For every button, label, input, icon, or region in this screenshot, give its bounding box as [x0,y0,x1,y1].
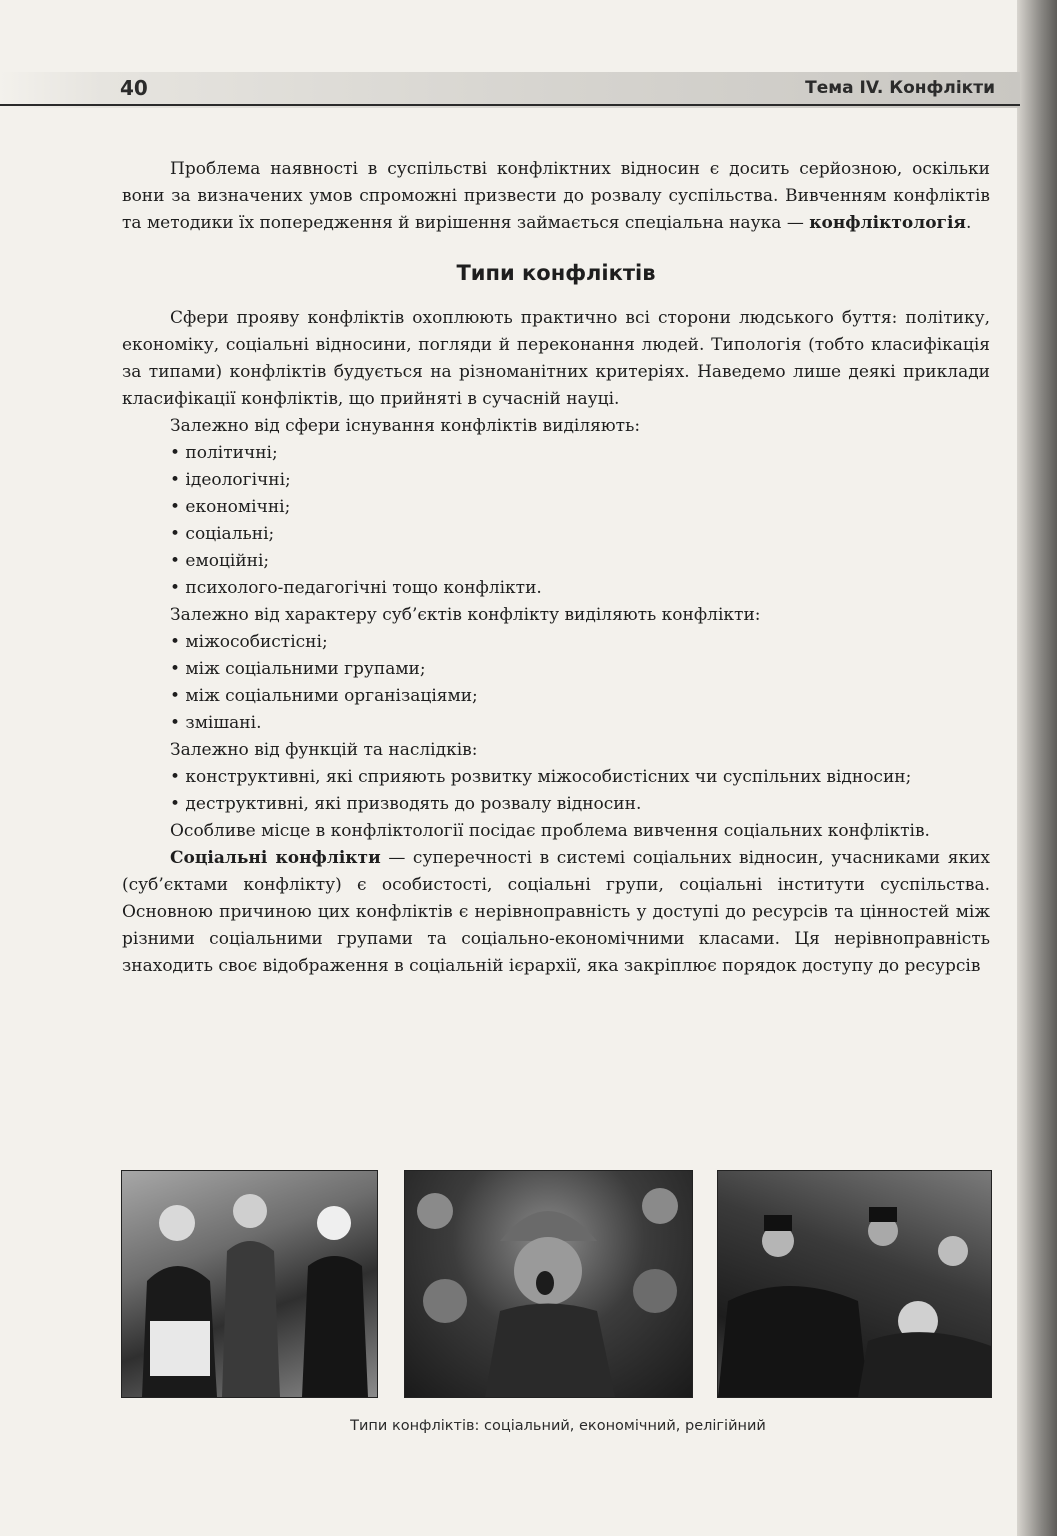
list-item: • змішані. [170,713,262,733]
by-subjects-lead: Залежно від характеру суб’єктів конфлікту виділяють конфлікти: [170,605,761,625]
main-text [122,156,990,980]
list-item: • соціальні; [170,524,275,544]
list-item: • деструктивні, які призводять до розвалу відносин. [170,794,642,814]
social-conflicts-text: — суперечності в системі соціальних відносин, учасниками яких (суб’єктами конфлікту) є особистості, соціальні групи, соціальні інститути суспільства. Основною причиною цих конфліктів є нерівноправність у доступі до ресурсів та цінностей між різними соціальними групами та соціально-економічними класами. Ця нерівноправність знаходить своє відображення в соціальній ієрархії, яка закріплює порядок доступу до ресурсів [122,848,991,976]
photo-strip [121,1170,993,1398]
subject-list [122,629,990,737]
spheres-paragraph: Сфери прояву конфліктів охоплюють практично всі сторони людського буття: політику, економіку, соціальні відносини, погляди й переконання людей. Типологія (тобто класифікація за типами) конфліктів будується на різноманітних критеріях. Наведемо лише деякі приклади класифікації конфліктів, що прийняті в сучасній науці. [122,308,990,409]
section-title: Типи конфліктів [456,261,656,285]
sphere-list [122,440,990,602]
by-sphere-lead: Залежно від сфери існування конфліктів виділяють: [170,416,641,436]
list-item: • між соціальними організаціями; [170,686,478,706]
special-place-paragraph: Особливе місце в конфліктології посідає проблема вивчення соціальних конфліктів. [170,821,930,841]
header-rule [0,104,1020,106]
social-conflicts-term: Соціальні конфлікти [170,848,381,868]
list-item: • психолого-педагогічні тощо конфлікти. [170,578,542,598]
function-list [122,764,990,818]
list-item: • економічні; [170,497,291,517]
intro-term: конфліктологія [809,213,966,233]
list-item: • емоційні; [170,551,270,571]
photo-religious-conflict-drawing [718,1171,991,1397]
list-item: • міжособистісні; [170,632,328,652]
photo-social-conflict-drawing [122,1171,377,1397]
photo-social-conflict [121,1170,378,1398]
social-conflicts-paragraph [122,845,990,980]
intro-end: . [965,213,972,233]
photo-economic-conflict-drawing [405,1171,692,1397]
by-functions-lead: Залежно від функцій та наслідків: [170,740,478,760]
figure-caption: Типи конфліктів: соціальний, економічний, релігійний [350,1418,766,1434]
photo-religious-conflict [717,1170,992,1398]
list-item: • між соціальними групами; [170,659,426,679]
list-item: • конструктивні, які сприяють розвитку міжособистісних чи суспільних відносин; [170,767,912,787]
running-title: Тема IV. Конфлікти [805,78,995,98]
intro-paragraph [122,156,990,237]
intro-text: Проблема наявності в суспільстві конфліктних відносин є досить серйозною, оскільки вони за визначених умов спроможні призвести до розвалу суспільства. Вивченням конфліктів та методики їх попередження й вирішення займається спеціальна наука — [122,159,990,233]
page-number: 40 [120,76,148,100]
photo-economic-conflict [404,1170,693,1398]
list-item: • політичні; [170,443,278,463]
list-item: • ідеологічні; [170,470,291,490]
page-edge-shadow [1017,0,1057,1536]
